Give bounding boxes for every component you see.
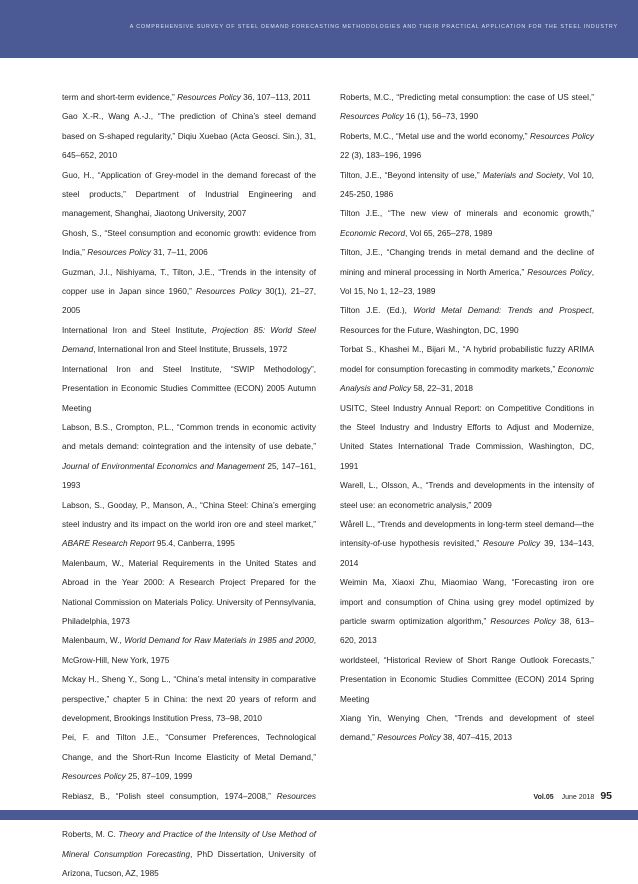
reference-entry: Gao X.-R., Wang A.-J., “The prediction of China’s steel demand based on S-shaped regularity,” Diqiu Xuebao (Acta Geosci. Sin.), 31, 645–652, 2010 bbox=[62, 112, 316, 161]
issue-date: June 2018 bbox=[561, 794, 595, 801]
reference-entry: Malenbaum, W., World Demand for Raw Materials in 1985 and 2000, McGrow-Hill, New York, 1975 bbox=[62, 636, 316, 665]
reference-entry: Guo, H., “Application of Grey-model in the demand forecast of the steel products,” Department of Industrial Engineering and management, Shanghai, Jiaotong University, 2007 bbox=[62, 170, 316, 219]
running-title: A COMPREHENSIVE SURVEY OF STEEL DEMAND FORECASTING METHODOLOGIES AND THEIR PRACTICAL APPLICATION FOR THE STEEL INDUSTRY bbox=[129, 24, 618, 30]
reference-entry: Mckay H., Sheng Y., Song L., “China’s metal intensity in comparative perspective,” chapter 5 in China: the next 20 years of reform and development, Brookings Institution Press, 73–98, 2010 bbox=[62, 675, 316, 723]
reference-entry: Labson, B.S., Crompton, P.L., “Common trends in economic activity and metals demand: cointegration and the intensity of use debate,” Journal of Environmental Economics and Management 25, 147–161, 1993 bbox=[62, 422, 316, 491]
reference-entry: Roberts, M.C., “Predicting metal consumption: the case of US steel,” Resources Policy 16 (1), 56–73, 1990 bbox=[340, 93, 594, 122]
references-right-column bbox=[340, 88, 594, 748]
reference-entry: Tilton, J.E., “Changing trends in metal demand and the decline of mining and mineral processing in North America,” Resources Policy, Vol 15, No 1, 12–23, 1989 bbox=[340, 248, 594, 297]
reference-entry: Labson, S., Gooday, P., Manson, A., “China Steel: China’s emerging steel industry and its impact on the world iron ore and steel market,” ABARE Research Report 95.4, Canberra, 1995 bbox=[62, 500, 316, 549]
reference-entry: Malenbaum, W., Material Requirements in the United States and Abroad in the Year 2000: A Research Project Prepared for the National Commission on Materials Policy. University of Pennsylvania, Philadelphia, 1973 bbox=[62, 558, 316, 626]
reference-entry: term and short-term evidence,” Resources Policy 36, 107–113, 2011 bbox=[62, 93, 311, 102]
reference-entry: Roberts, M. C. Theory and Practice of the Intensity of Use Method of Mineral Consumption Forecasting, PhD Dissertation, University of Arizona, Tucson, AZ, 1985 bbox=[62, 830, 316, 879]
reference-entry: Tilton J.E., “The new view of minerals and economic growth,” Economic Record, Vol 65, 265–278, 1989 bbox=[340, 209, 594, 238]
reference-entry: Tilton, J.E., “Beyond intensity of use,” Materials and Society, Vol 10, 245-250, 1986 bbox=[340, 170, 594, 200]
reference-entry: Wårell L., “Trends and developments in long-term steel demand—the intensity-of-use hypothesis revisited,” Resoure Policy 39, 134–143, 2014 bbox=[340, 519, 594, 568]
reference-entry: Guzman, J.I., Nishiyama, T., Tilton, J.E., “Trends in the intensity of copper use in Japan since 1960,” Resources Policy 30(1), 21–27, 2005 bbox=[62, 267, 316, 316]
reference-entry: Pei, F. and Tilton J.E., “Consumer Preferences, Technological Change, and the Short-Run Income Elasticity of Metal Demand,” Resources Policy 25, 87–109, 1999 bbox=[62, 733, 316, 782]
reference-entry: Rebiasz, B., “Polish steel consumption, 1974–2008,” Resources bbox=[62, 791, 316, 801]
reference-entry: International Iron and Steel Institute, “SWIP Methodology”, Presentation in Economic Studies Committee (ECON) 2005 Autumn Meeting bbox=[62, 364, 316, 413]
page-number: 95 bbox=[600, 790, 612, 802]
reference-entry: International Iron and Steel Institute, Projection 85: World Steel Demand, International Iron and Steel Institute, Brussels, 1972 bbox=[62, 325, 316, 355]
reference-entry: Roberts, M.C., “Metal use and the world economy,” Resources Policy 22 (3), 183–196, 1996 bbox=[340, 131, 594, 161]
reference-entry: Warell, L., Olsson, A., “Trends and developments in the intensity of steel use: an econometric analysis,” 2009 bbox=[340, 481, 594, 510]
header-band bbox=[0, 0, 638, 58]
page-footer bbox=[534, 790, 613, 802]
reference-entry: worldsteel, “Historical Review of Short Range Outlook Forecasts,” Presentation in Economic Studies Committee (ECON) 2014 Spring Meeting bbox=[340, 655, 594, 704]
reference-entry: Xiang Yin, Wenying Chen, “Trends and development of steel demand,” Resources Policy 38, 407–415, 2013 bbox=[340, 714, 594, 743]
references-left-column bbox=[62, 88, 316, 884]
reference-entry: Torbat S., Khashei M., Bijari M., “A hybrid probabilistic fuzzy ARIMA model for consumption forecasting in commodity markets,” Economic Analysis and Policy 58, 22–31, 2018 bbox=[340, 345, 594, 394]
reference-entry: USITC, Steel Industry Annual Report: on Competitive Conditions in the Steel Industry and Industry Efforts to Adjust and Modernize, United States International Trade Commission, Washington, DC, 1991 bbox=[340, 403, 594, 471]
reference-entry: Tilton J.E. (Ed.), World Metal Demand: Trends and Prospect, Resources for the Future, Washington, DC, 1990 bbox=[340, 306, 594, 335]
reference-entry: Ghosh, S., “Steel consumption and economic growth: evidence from India,” Resources Policy 31, 7–11, 2006 bbox=[62, 228, 316, 258]
volume-label: Vol.05 bbox=[533, 794, 554, 801]
footer-band bbox=[0, 810, 638, 820]
reference-entry: Weimin Ma, Xiaoxi Zhu, Miaomiao Wang, “Forecasting iron ore import and consumption of China using grey model optimized by particle swarm optimization algorithm,” Resources Policy 38, 613–620, 2013 bbox=[340, 578, 595, 646]
